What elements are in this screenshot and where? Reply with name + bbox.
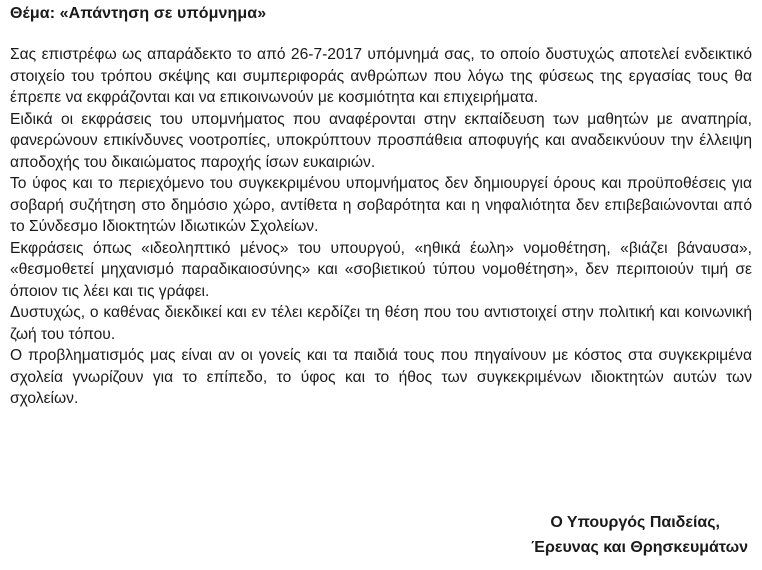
- subject-heading: Θέμα: «Απάντηση σε υπόμνημα»: [10, 5, 267, 22]
- paragraph-4: Εκφράσεις όπως «ιδεοληπτικό μένος» του υπουργού, «ηθικά έωλη» νομοθέτηση, «βιάζει βάναυσα», «θεσμοθετεί μηχανισμό παραδικαιοσύνης» και «σοβιετικού τύπου νομοθέτηση», δεν περιποιούν τιμή σε όποιον τις λέει και τις γράφει.: [10, 239, 752, 300]
- paragraph-2: Ειδικά οι εκφράσεις του υπομνήματος που αναφέρονται στην εκπαίδευση των μαθητών με αναπηρία, φανερώνουν επικίνδυνες νοοτροπίες, υποκρύπτουν προσπάθεια αποφυγής και αναδεικνύουν την έλλειψη αποδοχής του δικαιώματος παροχής ίσων ευκαιριών.: [10, 110, 752, 171]
- signature-title-line-2: Έρευνας και Θρησκευμάτων: [531, 539, 748, 556]
- letter-body: [10, 44, 752, 410]
- paragraph-5: Δυστυχώς, ο καθένας διεκδικεί και εν τέλει κερδίζει τη θέση που του αντιστοιχεί στην πολιτική και κοινωνική ζωή του τόπου.: [10, 304, 752, 343]
- paragraph-1: Σας επιστρέφω ως απαράδεκτο το από 26-7-2017 υπόμνημά σας, το οποίο δυστυχώς αποτελεί ενδεικτικό στοιχείο του τρόπου σκέψης και συμπεριφοράς ανθρώπων που λόγω της φύσεως της εργασίας τους θα έπρεπε να εκφράζονται και να επικοινωνούν με κοσμιότητα και επιχειρήματα.: [10, 46, 752, 106]
- paragraph-6: Ο προβληματισμός μας είναι αν οι γονείς και τα παιδιά τους που πηγαίνουν με κόστος στα συγκεκριμένα σχολεία γνωρίζουν για το επίπεδο, το ύφος και το ήθος των συγκεκριμένων ιδιοκτητών αυτών των σχολείων.: [10, 347, 752, 407]
- signature-title-line-1: Ο Υπουργός Παιδείας,: [550, 514, 720, 531]
- paragraph-3: Το ύφος και το περιεχόμενο του συγκεκριμένου υπομνήματος δεν δημιουργεί όρους και προϋποθέσεις για σοβαρή συζήτηση στο δημόσιο χώρο, αντίθετα η σοβαρότητα και η νηφαλιότητα δεν επιβεβαιώνονται από το Σύνδεσμο Ιδιοκτητών Ιδιωτικών Σχολείων.: [10, 175, 752, 235]
